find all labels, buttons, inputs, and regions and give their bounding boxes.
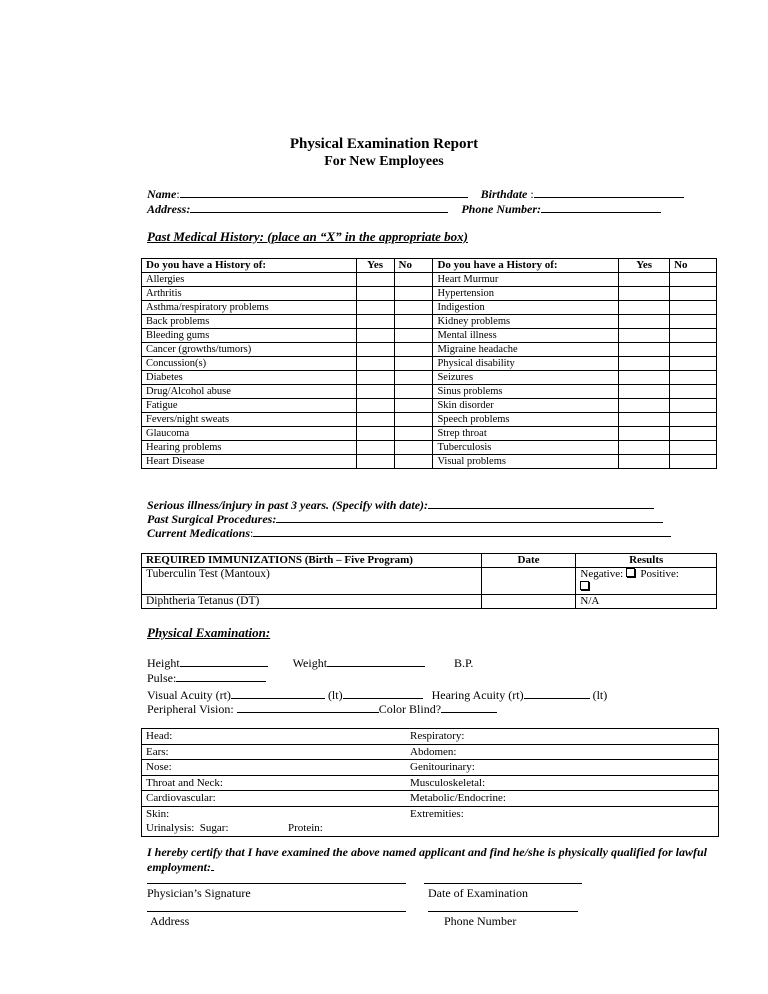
yes-checkbox-cell[interactable] [619, 441, 670, 455]
yes-checkbox-cell[interactable] [619, 399, 670, 413]
yes-checkbox-cell[interactable] [619, 385, 670, 399]
bp-label: B.P. [454, 656, 474, 670]
name-field[interactable] [180, 186, 468, 198]
yes-checkbox-cell[interactable] [356, 399, 394, 413]
no-checkbox-cell[interactable] [670, 371, 717, 385]
col-immunization: REQUIRED IMMUNIZATIONS (Birth – Five Program) [142, 554, 482, 568]
yes-checkbox-cell[interactable] [619, 315, 670, 329]
history-item-right: Heart Murmur [433, 273, 619, 287]
immunization-row [142, 595, 717, 609]
immunization-result: N/A [576, 595, 717, 609]
yes-checkbox-cell[interactable] [356, 273, 394, 287]
immunization-date-cell[interactable] [481, 568, 576, 595]
yes-checkbox-cell[interactable] [356, 427, 394, 441]
system-label-left: Head: [146, 730, 173, 742]
history-row [142, 315, 717, 329]
history-row [142, 329, 717, 343]
history-row [142, 399, 717, 413]
no-checkbox-cell[interactable] [670, 357, 717, 371]
no-checkbox-cell[interactable] [394, 357, 433, 371]
surgical-field[interactable] [276, 511, 663, 523]
phone-label: Phone Number: [461, 202, 542, 216]
no-checkbox-cell[interactable] [670, 441, 717, 455]
page-title: Physical Examination Report [289, 136, 479, 152]
system-label-right: Metabolic/Endocrine: [410, 792, 506, 804]
history-item-right: Strep throat [433, 427, 619, 441]
hearing-acuity-label: Hearing Acuity (rt) [431, 688, 524, 702]
history-item-left: Fatigue [142, 399, 357, 413]
height-field[interactable] [180, 655, 268, 667]
yes-checkbox-cell[interactable] [356, 287, 394, 301]
history-item-right: Speech problems [433, 413, 619, 427]
no-checkbox-cell[interactable] [670, 329, 717, 343]
history-item-left: Drug/Alcohol abuse [142, 385, 357, 399]
col-question-left: Do you have a History of: [142, 259, 357, 273]
history-item-right: Migraine headache [433, 343, 619, 357]
yes-checkbox-cell[interactable] [619, 455, 670, 469]
address-label: Address: [147, 202, 191, 216]
yes-checkbox-cell[interactable] [619, 371, 670, 385]
no-checkbox-cell[interactable] [394, 273, 433, 287]
history-item-left: Fevers/night sweats [142, 413, 357, 427]
no-checkbox-cell[interactable] [670, 399, 717, 413]
peripheral-row [147, 701, 497, 717]
name-label: Name [147, 187, 177, 201]
system-label-right: Abdomen: [410, 745, 457, 758]
system-row [142, 807, 718, 822]
history-item-left: Arthritis [142, 287, 357, 301]
exam-date-label: Date of Examination [428, 886, 528, 900]
medications-row: Current Medications: [147, 525, 671, 541]
certification-text: I hereby certify that I have examined the above named applicant and find he/she is physically qualified for lawful employment: [147, 845, 707, 874]
page-subtitle: For New Employees [324, 154, 444, 169]
history-item-left: Concussion(s) [142, 357, 357, 371]
system-label-left: Cardiovascular: [146, 792, 216, 804]
birthdate-label: Birthdate [480, 187, 528, 201]
exam-heading: Physical Examination: [147, 625, 271, 640]
phone-signature-label: Phone Number [444, 914, 517, 928]
immunization-name: Diphtheria Tetanus (DT) [142, 595, 482, 609]
no-checkbox-cell[interactable] [394, 455, 433, 469]
pulse-label: Pulse: [147, 671, 177, 685]
history-item-left: Hearing problems [142, 441, 357, 455]
no-checkbox-cell[interactable] [394, 441, 433, 455]
history-item-right: Indigestion [433, 301, 619, 315]
color-blind-field[interactable] [441, 701, 497, 713]
history-row [142, 385, 717, 399]
history-header-row [142, 259, 717, 273]
yes-checkbox-cell[interactable] [356, 315, 394, 329]
history-row [142, 427, 717, 441]
history-item-right: Visual problems [433, 455, 619, 469]
no-checkbox-cell[interactable] [394, 301, 433, 315]
no-checkbox-cell[interactable] [670, 343, 717, 357]
col-date: Date [481, 554, 576, 568]
yes-checkbox-cell[interactable] [619, 329, 670, 343]
history-item-left: Back problems [142, 315, 357, 329]
system-label-left: Nose: [146, 761, 172, 773]
no-checkbox-cell[interactable] [394, 413, 433, 427]
yes-checkbox-cell[interactable] [619, 301, 670, 315]
pulse-field[interactable] [176, 670, 266, 682]
color-blind-label: Color Blind? [378, 702, 442, 716]
yes-checkbox-cell[interactable] [356, 413, 394, 427]
yes-checkbox-cell[interactable] [356, 343, 394, 357]
yes-checkbox-cell[interactable] [619, 413, 670, 427]
history-row [142, 287, 717, 301]
exam-date-line[interactable] [424, 883, 582, 884]
no-checkbox-cell[interactable] [670, 427, 717, 441]
immunization-result-cell [576, 568, 717, 595]
yes-checkbox-cell[interactable] [619, 427, 670, 441]
system-row [142, 791, 718, 807]
system-label-left: Throat and Neck: [146, 776, 223, 789]
visual-lt-field[interactable] [343, 687, 423, 699]
immunization-date-cell[interactable] [481, 595, 576, 609]
no-checkbox-cell[interactable] [670, 385, 717, 399]
history-item-left: Cancer (growths/tumors) [142, 343, 357, 357]
no-checkbox-cell[interactable] [394, 315, 433, 329]
phone-field[interactable] [541, 201, 661, 213]
physician-signature-label: Physician’s Signature [147, 886, 251, 900]
urinalysis-label: Urinalysis: Sugar: [146, 822, 229, 834]
history-row [142, 371, 717, 385]
history-item-right: Mental illness [433, 329, 619, 343]
col-yes-right: Yes [619, 259, 670, 273]
weight-label: Weight [292, 656, 328, 670]
system-label-right: Genitourinary: [410, 761, 475, 773]
serious-illness-label: Serious illness/injury in past 3 years. (Specify with date): [147, 498, 429, 512]
system-label-left: Skin: [146, 807, 170, 820]
hearing-rt-field[interactable] [524, 687, 590, 699]
history-item-left: Diabetes [142, 371, 357, 385]
history-table [141, 258, 717, 469]
no-checkbox-cell[interactable] [394, 287, 433, 301]
medications-label: Current Medications [147, 526, 251, 540]
yes-checkbox-cell[interactable] [619, 357, 670, 371]
history-item-right: Seizures [433, 371, 619, 385]
no-checkbox-cell[interactable] [394, 427, 433, 441]
system-label-right: Musculoskeletal: [410, 776, 486, 789]
urinalysis-row [142, 821, 718, 836]
history-item-left: Glaucoma [142, 427, 357, 441]
peripheral-field[interactable] [237, 701, 379, 713]
visual-rt-field[interactable] [231, 687, 325, 699]
height-label: Height [147, 656, 180, 670]
address-signature-label: Address [150, 914, 190, 928]
history-row [142, 301, 717, 315]
history-row [142, 343, 717, 357]
serious-illness-field[interactable] [428, 497, 654, 509]
no-checkbox-cell[interactable] [394, 371, 433, 385]
address-line[interactable] [147, 911, 406, 912]
no-checkbox-cell[interactable] [670, 455, 717, 469]
system-row [142, 745, 718, 761]
no-checkbox-cell[interactable] [670, 413, 717, 427]
yes-checkbox-cell[interactable] [356, 371, 394, 385]
col-no-left: No [394, 259, 433, 273]
history-item-right: Physical disability [433, 357, 619, 371]
yes-checkbox-cell[interactable] [619, 287, 670, 301]
yes-checkbox-cell[interactable] [356, 357, 394, 371]
history-heading: Past Medical History: (place an “X” in the appropriate box) [147, 229, 469, 244]
negative-checkbox[interactable] [626, 568, 635, 577]
immunization-name: Tuberculin Test (Mantoux) [142, 568, 482, 595]
positive-label: Positive: [640, 568, 679, 580]
history-item-right: Sinus problems [433, 385, 619, 399]
yes-checkbox-cell[interactable] [356, 385, 394, 399]
system-label-right: Extremities: [410, 807, 464, 820]
history-item-left: Bleeding gums [142, 329, 357, 343]
negative-label: Negative: [580, 568, 624, 580]
history-item-left: Allergies [142, 273, 357, 287]
history-row [142, 273, 717, 287]
immunization-table [141, 553, 717, 609]
history-row [142, 357, 717, 371]
hearing-lt-label: (lt) [592, 688, 608, 702]
visual-lt-label: (lt) [327, 688, 343, 702]
immunization-header-row [142, 554, 717, 568]
yes-checkbox-cell[interactable] [356, 441, 394, 455]
no-checkbox-cell[interactable] [394, 399, 433, 413]
medications-field[interactable] [253, 525, 671, 537]
system-row [142, 776, 718, 792]
height-row [147, 655, 473, 671]
physician-signature-line[interactable] [147, 883, 406, 884]
immunization-row [142, 568, 717, 595]
col-question-right: Do you have a History of: [433, 259, 619, 273]
no-checkbox-cell[interactable] [394, 343, 433, 357]
col-yes-left: Yes [356, 259, 394, 273]
peripheral-label: Peripheral Vision: [147, 702, 234, 716]
system-row [142, 760, 718, 776]
visual-acuity-label: Visual Acuity (rt) [147, 688, 231, 702]
phone-line[interactable] [428, 911, 578, 912]
yes-checkbox-cell[interactable] [356, 329, 394, 343]
history-item-right: Tuberculosis [433, 441, 619, 455]
systems-box [141, 728, 719, 837]
history-item-right: Hypertension [433, 287, 619, 301]
birthdate-field[interactable] [534, 186, 684, 198]
col-no-right: No [670, 259, 717, 273]
history-item-right: Skin disorder [433, 399, 619, 413]
protein-label: Protein: [288, 822, 323, 834]
no-checkbox-cell[interactable] [670, 287, 717, 301]
weight-field[interactable] [327, 655, 425, 667]
yes-checkbox-cell[interactable] [356, 301, 394, 315]
no-checkbox-cell[interactable] [394, 329, 433, 343]
no-checkbox-cell[interactable] [394, 385, 433, 399]
yes-checkbox-cell[interactable] [619, 273, 670, 287]
address-row [147, 201, 661, 217]
history-item-right: Kidney problems [433, 315, 619, 329]
history-item-left: Asthma/respiratory problems [142, 301, 357, 315]
no-checkbox-cell[interactable] [670, 273, 717, 287]
name-row: Name: Birthdate : [147, 186, 684, 202]
no-checkbox-cell[interactable] [670, 315, 717, 329]
yes-checkbox-cell[interactable] [619, 343, 670, 357]
history-item-left: Heart Disease [142, 455, 357, 469]
history-row [142, 441, 717, 455]
yes-checkbox-cell[interactable] [356, 455, 394, 469]
history-row [142, 455, 717, 469]
system-label-right: Respiratory: [410, 730, 465, 742]
history-row [142, 413, 717, 427]
pulse-row [147, 670, 266, 686]
address-field[interactable] [190, 201, 448, 213]
surgical-label: Past Surgical Procedures: [147, 512, 277, 526]
col-results: Results [576, 554, 717, 568]
positive-checkbox[interactable] [580, 581, 589, 590]
system-row [142, 729, 718, 745]
no-checkbox-cell[interactable] [670, 301, 717, 315]
system-label-left: Ears: [146, 745, 169, 758]
